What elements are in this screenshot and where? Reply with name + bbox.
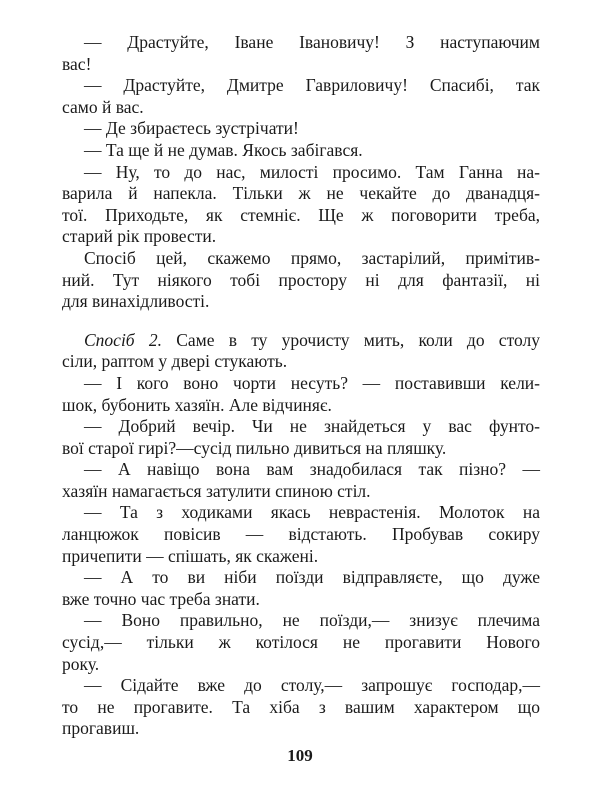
text-line: само й вас. bbox=[62, 96, 144, 117]
text-line: старий рік провести. bbox=[62, 226, 217, 247]
text-line: сусід,— тільки ж котілося не прогавити Нового bbox=[62, 632, 540, 653]
text-line: — Драстуйте, Іване Івановичу! З наступаючим bbox=[84, 32, 540, 52]
text-line: — Сідайте вже до столу,— запрошує господар,— bbox=[84, 675, 540, 696]
text-line: причепити — спішать, як скажені. bbox=[62, 545, 319, 566]
text-line: — Та ще й не думав. Якось забігався. bbox=[84, 139, 363, 160]
text-line: хазяїн намагається затулити спиною стіл. bbox=[62, 480, 371, 501]
paragraph bbox=[62, 75, 540, 118]
paragraph bbox=[62, 610, 540, 675]
paragraph bbox=[62, 248, 540, 313]
text-line: року. bbox=[62, 653, 100, 674]
text-line: тої. Приходьте, як стемніє. Ще ж поговорити треба, bbox=[62, 204, 540, 225]
paragraph bbox=[62, 373, 540, 416]
text-line: — Де збираєтесь зустрічати! bbox=[84, 118, 299, 139]
paragraph bbox=[62, 140, 540, 162]
text-line: — Та з ходиками якась неврастенія. Молоток на bbox=[84, 502, 540, 523]
text-line: прогавиш. bbox=[62, 718, 140, 739]
text-line: — Драстуйте, Дмитре Гавриловичу! Спасибі, так bbox=[84, 75, 540, 96]
text-line: — Добрий вечір. Чи не знайдеться у вас фунто- bbox=[84, 416, 540, 437]
text-line: шок, бубонить хазяїн. Але відчиняє. bbox=[62, 394, 332, 415]
text-span: Саме в ту урочисту мить, коли до столу bbox=[161, 329, 540, 350]
text-line: вже точно час треба знати. bbox=[62, 588, 260, 609]
paragraph bbox=[62, 459, 540, 502]
paragraph bbox=[62, 118, 540, 140]
paragraph bbox=[62, 32, 540, 75]
text-line: для винахідливості. bbox=[62, 291, 210, 312]
paragraph bbox=[62, 502, 540, 567]
paragraph bbox=[62, 330, 540, 373]
paragraph bbox=[62, 416, 540, 459]
page-body bbox=[62, 32, 540, 740]
text-line: ланцюжок повісив — відстають. Пробував сокиру bbox=[62, 524, 540, 545]
paragraph bbox=[62, 675, 540, 740]
text-line: — А то ви ніби поїзди відправляєте, що дуже bbox=[84, 567, 540, 588]
text-line: — І кого воно чорти несуть? — поставивши кели- bbox=[84, 372, 540, 393]
text-line: вої старої гирі?—сусід пильно дивиться на пляшку. bbox=[62, 437, 447, 458]
section-label: Спосіб 2. bbox=[84, 329, 162, 350]
paragraph bbox=[62, 567, 540, 610]
text-line: — А навіщо вона вам знадобилася так пізно? — bbox=[84, 459, 540, 480]
text-line: ний. Тут ніякого тобі простору ні для фантазії, ні bbox=[62, 269, 540, 290]
text-line: — Воно правильно, не поїзди,— знизує плечима bbox=[84, 610, 540, 631]
text-line bbox=[62, 330, 540, 352]
text-line: вас! bbox=[62, 53, 92, 74]
text-line: Спосіб цей, скажемо прямо, застарілий, примітив- bbox=[84, 247, 540, 268]
paragraph bbox=[62, 162, 540, 248]
page-number: 109 bbox=[287, 746, 313, 765]
text-line: — Ну, то до нас, милості просимо. Там Ганна на- bbox=[84, 161, 540, 182]
text-line: то не прогавите. Та хіба з вашим характером що bbox=[62, 696, 540, 717]
text-line: варила й напекла. Тільки ж не чекайте до дванадця- bbox=[62, 183, 540, 204]
text-line: сіли, раптом у двері стукають. bbox=[62, 351, 288, 372]
